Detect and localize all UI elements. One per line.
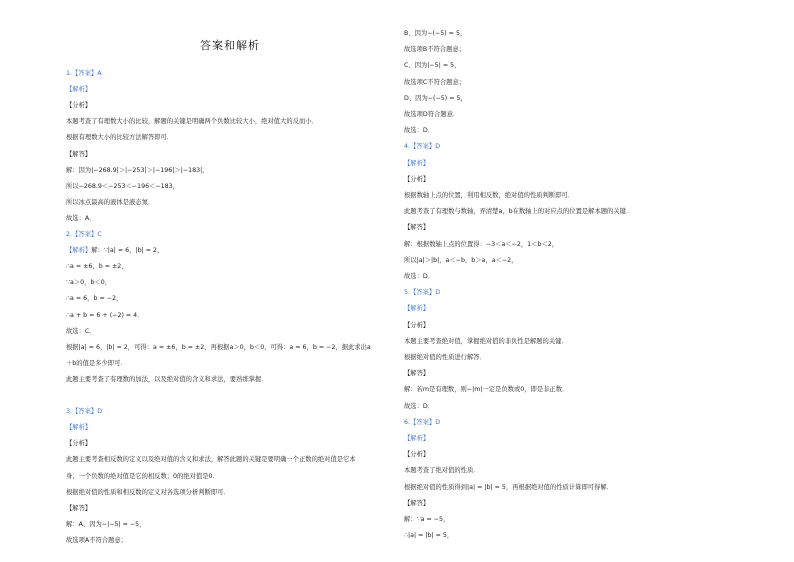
page-title: 答案和解析 xyxy=(200,39,260,52)
text-line: 根据|a| = 6，|b| = 2，可得：a = ±6，b = ±2，再根据a＞0，b＜0，可得：a = 6，b = −2，据此求出a xyxy=(66,343,371,351)
text-line: 6.【答案】D xyxy=(404,418,441,426)
text-line: 【分析】 xyxy=(404,451,430,459)
text-line: 身；一个负数的绝对值是它的相反数；0的绝对值是0． xyxy=(66,472,219,480)
text-line: 【解析】 xyxy=(404,159,430,167)
text-line: ＋b的值是多少即可． xyxy=(66,359,127,367)
text-line: B、因为−(−5) = 5， xyxy=(404,30,467,37)
text-line: 根据绝对值的性质和相反数的定义对各选项分析判断即可． xyxy=(66,488,230,496)
text-line: 故选项B不符合题意； xyxy=(404,46,465,54)
text-line: ∴|a| = |b| = 5， xyxy=(404,532,454,540)
text-line: ∵a＞0，b＜0， xyxy=(66,279,112,287)
text-line: 【解析】解：∵|a| = 6，|b| = 2， xyxy=(66,247,164,255)
text-line: 【解答】 xyxy=(66,504,92,512)
text-line: 此题主要考查了有理数的加法，以及绝对值的含义和求法，要熟练掌握． xyxy=(66,375,268,383)
text-line: 解：若m是有理数，则−|m|一定是负数或0，即是非正数． xyxy=(404,386,569,394)
text-line: 【解答】 xyxy=(404,499,430,507)
text-line: ∴a = ±6，b = ±2， xyxy=(66,263,128,271)
text-line: ∴a + b = 6 + (−2) = 4． xyxy=(66,311,144,319)
text-line: 故选：C． xyxy=(66,327,96,335)
text-line: 所以−268.9＜−253＜−196＜−183， xyxy=(66,182,179,190)
text-line: 所以冰点最高的液体是液态氮． xyxy=(66,198,155,206)
text-line: 【分析】 xyxy=(66,102,92,110)
text-line: 【分析】 xyxy=(404,175,430,183)
text-line: 解：因为|−268.9|＞|−253|＞|−196|＞|−183|， xyxy=(66,166,209,174)
text-line: 故选项D符合题意． xyxy=(404,111,460,118)
text-line: 2.【答案】C xyxy=(66,231,102,238)
text-line: 解：∵a = −5， xyxy=(404,516,450,523)
text-line: 【解析】 xyxy=(66,86,92,94)
text-line: 【解答】 xyxy=(404,224,430,232)
text-line: 【解析】 xyxy=(404,305,430,313)
text-line: 5.【答案】D xyxy=(404,289,441,297)
text-line: C、因为|−5| = 5， xyxy=(404,62,461,70)
text-line: 故选：A． xyxy=(66,214,96,222)
text-line: 本题主要考查绝对值，掌握绝对值的非负性是解题的关键． xyxy=(404,337,568,345)
text-line: 本题考查了有理数大小的比较，解题的关键是明确两个负数比较大小，绝对值大的反而小． xyxy=(66,118,318,126)
text-line: 1.【答案】A xyxy=(66,70,102,77)
text-line: 根据绝对值的性质进行解答． xyxy=(404,354,486,361)
text-line: 此题主要考查相反数的定义以及绝对值的含义和求法，解答此题的关键是要明确一个正数的绝对值是它本 xyxy=(66,456,356,464)
text-line: 解：根据数轴上点的位置得：−3＜a＜−2，1＜b＜2， xyxy=(404,240,559,248)
text-line: 【解答】 xyxy=(404,370,430,378)
text-line: 【解答】 xyxy=(66,150,92,158)
text-line: ∴a = 6，b = −2， xyxy=(66,295,123,303)
text-line: 根据数轴上点的位置，利用相反数，绝对值的性质判断即可． xyxy=(404,192,575,199)
text-line: 3.【答案】D xyxy=(66,408,103,416)
text-line: 【分析】 xyxy=(404,321,430,329)
text-line: 根据绝对值的性质得到|a| = |b| = 5，再根据绝对值的性质计算即可得解． xyxy=(404,483,613,491)
text-line: 解：A、因为−|−5| = −5， xyxy=(66,520,146,528)
text-line: 所以|a|＞|b|，a＜−b，b＞a，a＜−2， xyxy=(404,256,518,264)
text-line: 故选：D． xyxy=(404,273,435,280)
text-line: 【解析】 xyxy=(66,424,92,432)
text-line: 【分析】 xyxy=(66,440,92,448)
text-line: 故选项A不符合题意； xyxy=(66,536,127,544)
text-line: 故选：D． xyxy=(404,127,435,135)
text-line: 故选项C不符合题意； xyxy=(404,78,466,86)
text-line: 4.【答案】D xyxy=(404,143,441,151)
text-line: 根据有理数大小的比较方法解答即可． xyxy=(66,134,174,142)
text-line: 【解析】 xyxy=(404,435,430,442)
text-line: 故选：D． xyxy=(404,402,435,410)
text-line: D、因为−(−5) = 5， xyxy=(404,94,467,102)
text-line: 此题考查了有理数与数轴，弄清楚a，b在数轴上的对应点的位置是解本题的关键． xyxy=(404,208,633,216)
text-line: 本题考查了绝对值的性质． xyxy=(404,467,480,475)
